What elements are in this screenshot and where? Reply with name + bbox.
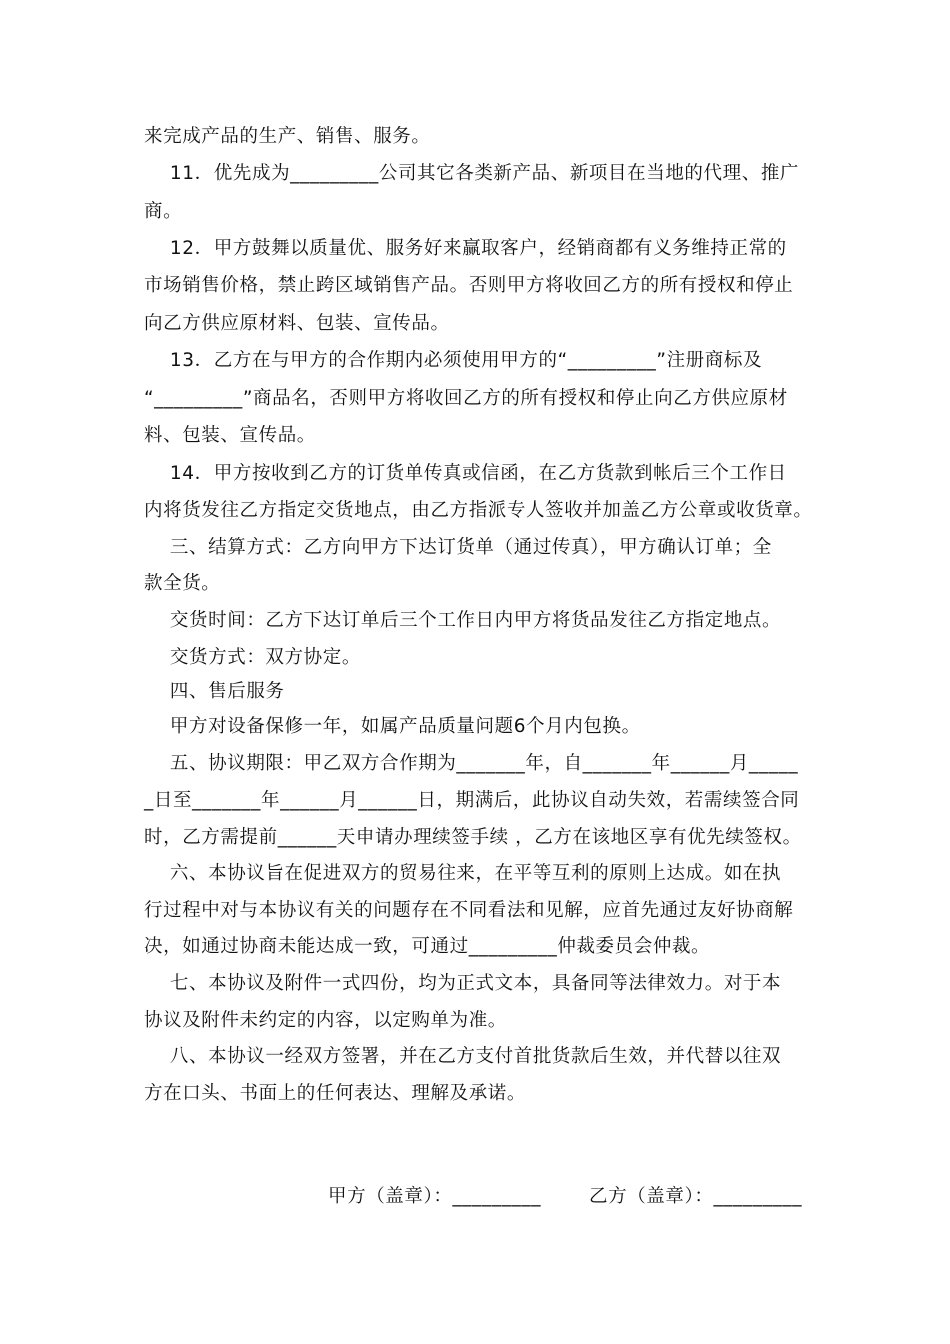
paragraph-line: 向乙方供应原材料、包装、宣传品。 — [144, 313, 450, 334]
paragraph-line: 来完成产品的生产、销售、服务。 — [144, 126, 431, 147]
paragraph-line: 14．甲方按收到乙方的订货单传真或信函，在乙方货款到帐后三个工作日 — [144, 463, 787, 484]
paragraph-line: _日至_______年______月______日，期满后，此协议自动失效，若需续签合同 — [144, 790, 800, 811]
paragraph-line: 行过程中对与本协议有关的问题存在不同看法和见解，应首先通过友好协商解 — [144, 900, 794, 921]
paragraph-line: 12．甲方鼓舞以质量优、服务好来赢取客户，经销商都有义务维持正常的 — [144, 238, 787, 259]
paragraph-line: 六、本协议旨在促进双方的贸易往来，在平等互利的原则上达成。如在执 — [144, 863, 782, 884]
section-heading: 四、售后服务 — [144, 681, 285, 702]
paragraph-line: 款全货。 — [144, 573, 221, 594]
party-a-signature: 甲方（盖章）：_________ — [328, 1186, 542, 1207]
paragraph-line: 五、协议期限：甲乙双方合作期为_______年，自_______年______月_____ — [144, 753, 799, 774]
paragraph-line: 市场销售价格，禁止跨区域销售产品。否则甲方将收回乙方的所有授权和停止 — [144, 275, 794, 296]
paragraph-line: 时，乙方需提前______天申请办理续签手续 ，乙方在该地区享有优先续签权。 — [144, 827, 802, 848]
paragraph-line: 八、本协议一经双方签署，并在乙方支付首批货款后生效，并代替以往双 — [144, 1046, 782, 1067]
paragraph-line: 11．优先成为_________公司其它各类新产品、新项目在当地的代理、推广 — [144, 163, 800, 184]
paragraph-line: 三、结算方式：乙方向甲方下达订货单（通过传真），甲方确认订单；全 — [144, 537, 772, 558]
paragraph-line: 交货时间：乙方下达订单后三个工作日内甲方将货品发往乙方指定地点。 — [144, 610, 782, 631]
paragraph-line: 协议及附件未约定的内容，以定购单为准。 — [144, 1010, 507, 1031]
party-b-signature: 乙方（盖章）：_________ — [589, 1186, 803, 1207]
paragraph-line: 七、本协议及附件一式四份，均为正式文本，具备同等法律效力。对于本 — [144, 973, 782, 994]
paragraph-line: 料、包装、宣传品。 — [144, 425, 316, 446]
paragraph-line: 交货方式：双方协定。 — [144, 647, 361, 668]
paragraph-line: 内将货发往乙方指定交货地点，由乙方指派专人签收并加盖乙方公章或收货章。 — [144, 500, 813, 521]
paragraph-line: 方在口头、书面上的任何表达、理解及承诺。 — [144, 1083, 527, 1104]
paragraph-line: 决，如通过协商未能达成一致，可通过_________仲裁委员会仲裁。 — [144, 936, 711, 957]
paragraph-line: 13．乙方在与甲方的合作期内必须使用甲方的“_________”注册商标及 — [144, 350, 763, 371]
paragraph-line: “_________”商品名，否则甲方将收回乙方的所有授权和停止向乙方供应原材 — [144, 388, 788, 409]
paragraph-line: 商。 — [144, 201, 183, 222]
paragraph-line: 甲方对设备保修一年，如属产品质量问题6个月内包换。 — [144, 716, 641, 737]
